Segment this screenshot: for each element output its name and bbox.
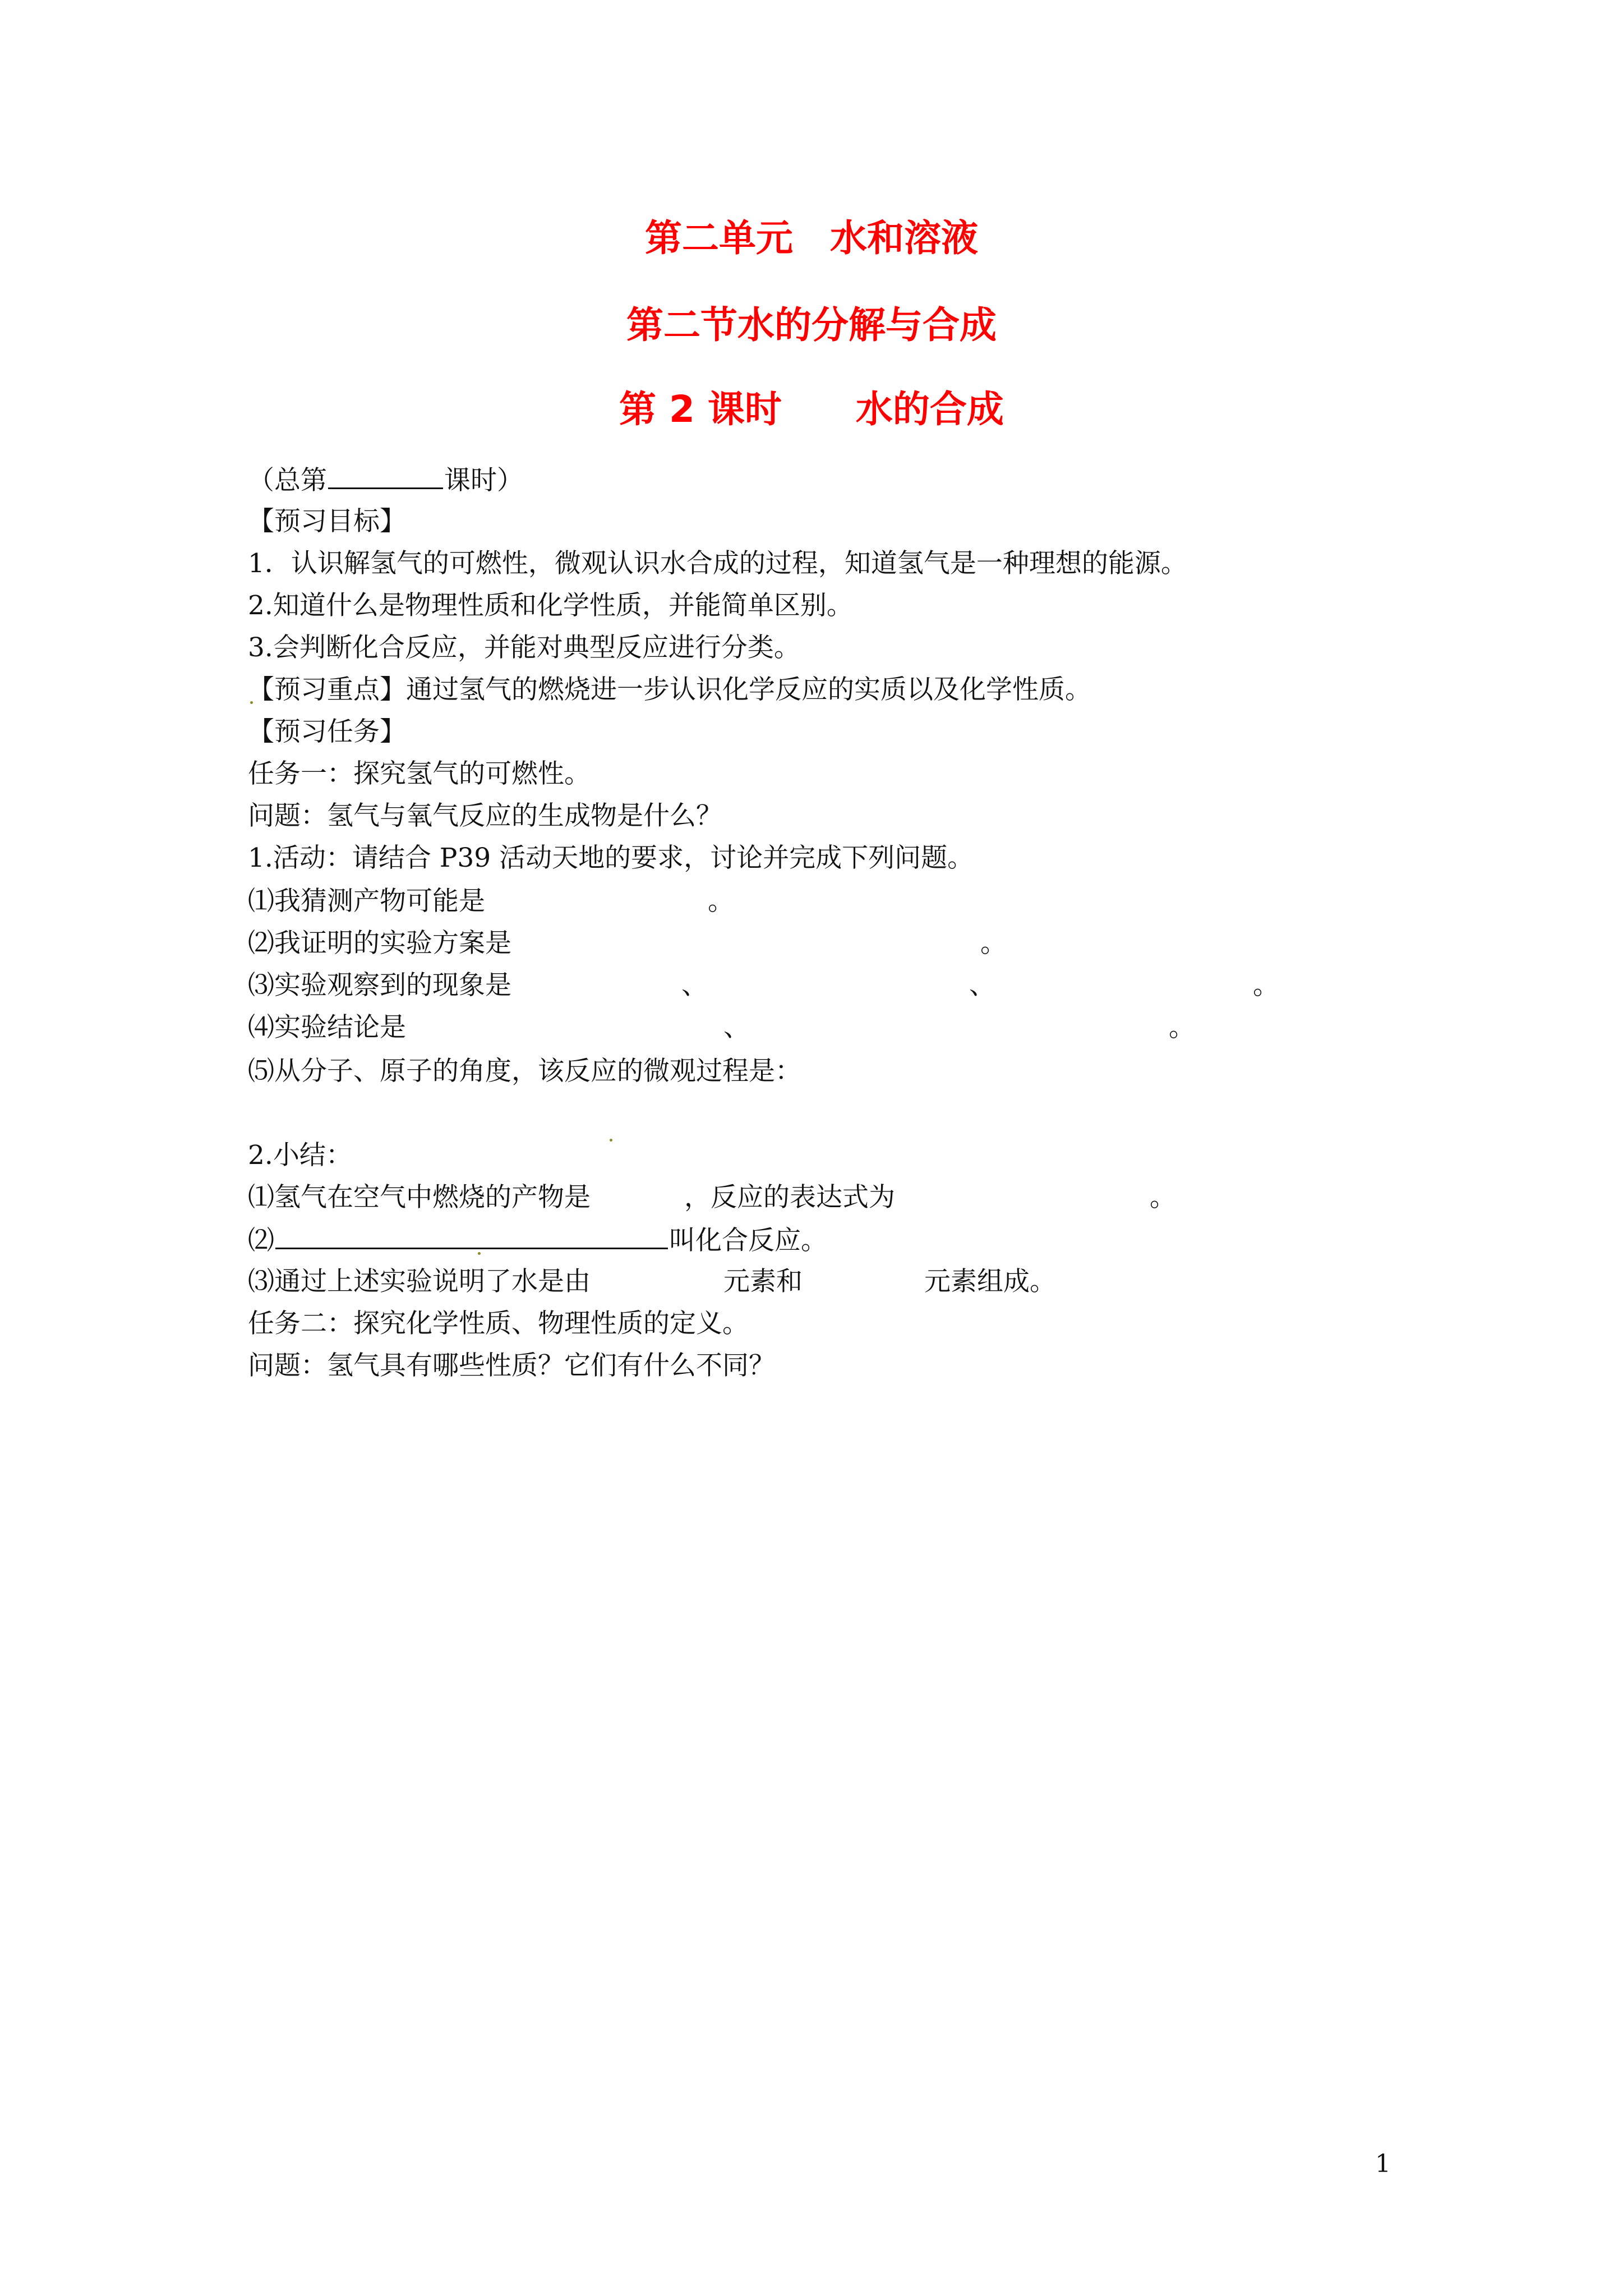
summary-heading: 2.小结： [248,1140,352,1171]
focus-text: 通过氢气的燃烧进一步认识化学反应的实质以及化学性质。 [406,674,1091,705]
total-suffix: 课时） [444,465,523,496]
goal-item-1: 1．认识解氢气的可燃性，微观认识水合成的过程，知道氢气是一种理想的能源。 [248,548,1187,579]
summary-2-text: 叫化合反应。 [669,1225,827,1256]
step-3-separator-1: 、 [681,970,708,1001]
question-one: 问题：氢气与氧气反应的生成物是什么？ [248,800,722,831]
total-blank[interactable] [328,463,443,489]
unit-title: 第二单元 水和溶液 [645,217,978,260]
step-3-period: 。 [1253,970,1279,1001]
summary-1-period: 。 [1150,1182,1176,1213]
summary-1-expression: ，反应的表达式为 [684,1182,895,1213]
summary-2-blank[interactable] [275,1223,668,1249]
stray-dot [478,1252,481,1255]
step-5-micro-process: ⑸从分子、原子的角度，该反应的微观过程是： [248,1056,801,1087]
question-two: 问题：氢气具有哪些性质？它们有什么不同？ [248,1350,775,1381]
summary-2-index: ⑵ [248,1225,274,1256]
tasks-heading: 【预习任务】 [248,716,406,747]
step-4-conclusion: ⑷实验结论是 [248,1012,406,1043]
summary-3-element-and: 元素和 [723,1266,803,1297]
step-1-guess: ⑴我猜测产物可能是 [248,886,485,917]
page-number: 1 [1375,2150,1391,2178]
step-2-period: 。 [980,928,1007,959]
step-4-period: 。 [1169,1012,1195,1043]
focus-line [248,673,1091,707]
step-3-separator-2: 、 [969,970,995,1001]
summary-3-water-composition: ⑶通过上述实验说明了水是由 [248,1266,591,1297]
step-4-separator: 、 [723,1012,750,1043]
goal-item-3: 3.会判断化合反应，并能对典型反应进行分类。 [248,632,800,663]
step-2-plan: ⑵我证明的实验方案是 [248,928,511,959]
total-lessons-line [248,463,523,498]
task-one-title: 任务一：探究氢气的可燃性。 [248,758,591,789]
summary-2-line [248,1223,827,1258]
summary-3-element-end: 元素组成。 [924,1266,1056,1297]
activity-line: 1.活动：请结合 P39 活动天地的要求，讨论并完成下列问题。 [248,843,974,873]
task-two-title: 任务二：探究化学性质、物理性质的定义。 [248,1308,749,1339]
summary-1-product: ⑴氢气在空气中燃烧的产物是 [248,1182,591,1213]
goal-item-2: 2.知道什么是物理性质和化学性质，并能简单区别。 [248,590,853,621]
total-prefix: （总第 [248,465,327,496]
focus-heading: 【预习重点】 [248,674,406,705]
stray-dot [610,1139,612,1142]
lesson-title: 第 2 课时 水的合成 [619,388,1004,431]
section-title: 第二节水的分解与合成 [626,303,997,347]
step-1-period: 。 [708,886,734,917]
step-3-observation: ⑶实验观察到的现象是 [248,970,511,1001]
goals-heading: 【预习目标】 [248,506,406,537]
